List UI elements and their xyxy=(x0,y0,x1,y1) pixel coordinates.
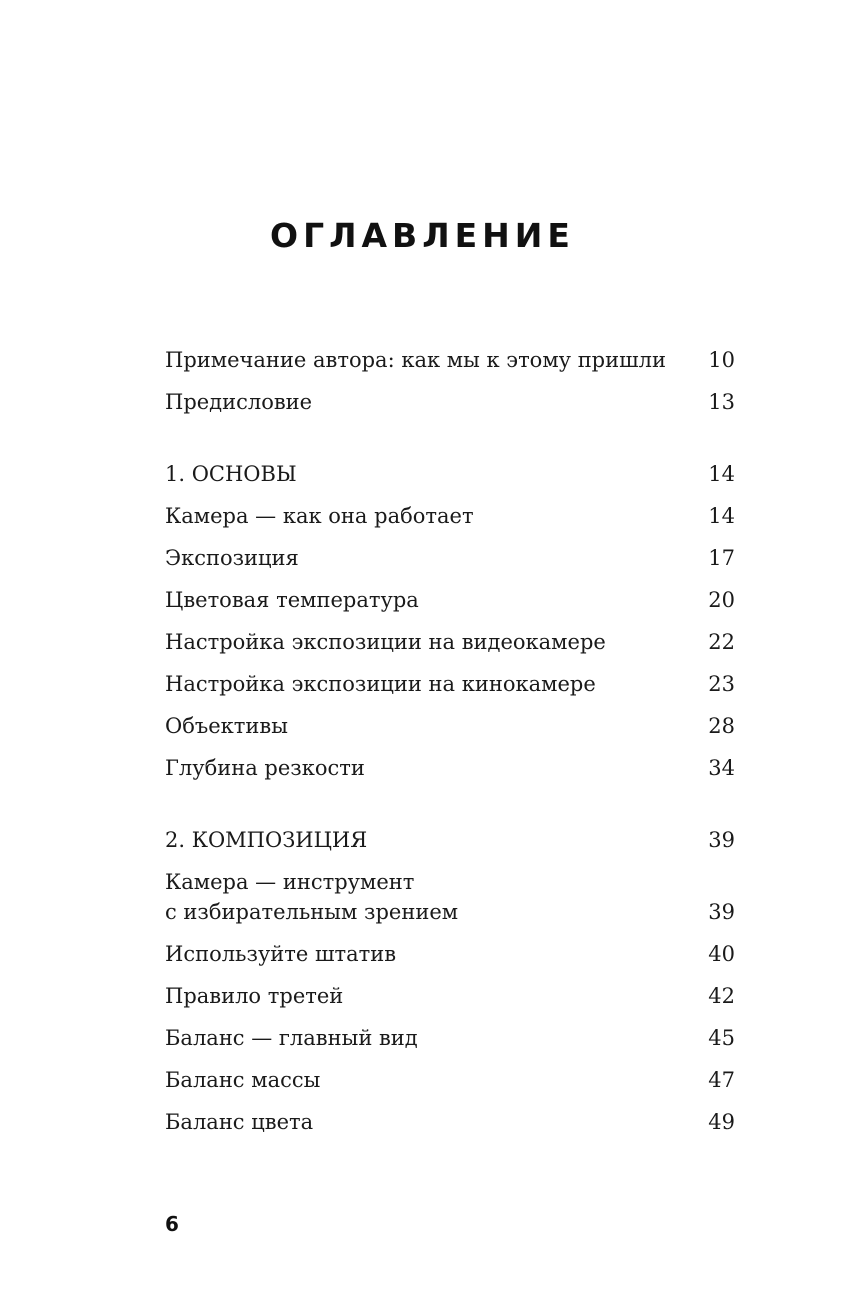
toc-entry-use-tripod[interactable] xyxy=(165,939,735,969)
toc-entry-title: Камера — как она работает xyxy=(165,504,474,528)
toc-entry-page: 22 xyxy=(708,630,735,654)
toc-entry-page: 14 xyxy=(708,504,735,528)
toc-entry-page: 40 xyxy=(708,942,735,966)
toc-entry-color-temperature[interactable] xyxy=(165,585,735,615)
toc-entry-title: Баланс цвета xyxy=(165,1110,314,1134)
page-title: ОГЛАВЛЕНИЕ xyxy=(270,216,575,255)
toc-entry-page: 34 xyxy=(708,756,735,780)
toc-chapter-2[interactable] xyxy=(165,825,735,855)
toc-entry-balance-color[interactable] xyxy=(165,1107,735,1137)
toc-entry-title: Баланс — главный вид xyxy=(165,1026,418,1050)
toc-entry-title: Предисловие xyxy=(165,390,313,414)
toc-entry-title: Правило третей xyxy=(165,984,344,1008)
toc-entry-title xyxy=(165,867,458,927)
toc-entry-title: Баланс массы xyxy=(165,1068,321,1092)
toc-entry-exposure[interactable] xyxy=(165,543,735,573)
toc-entry-title: Глубина резкости xyxy=(165,756,365,780)
toc-entry-page: 39 xyxy=(708,900,735,924)
toc-chapter-title: 1. ОСНОВЫ xyxy=(165,462,297,486)
toc-entry-exposure-video-camera[interactable] xyxy=(165,627,735,657)
toc-entry-camera-how-it-works[interactable] xyxy=(165,501,735,531)
toc-entry-title: Экспозиция xyxy=(165,546,299,570)
toc-chapter-title: 2. КОМПОЗИЦИЯ xyxy=(165,828,368,852)
toc-entry-page: 49 xyxy=(708,1110,735,1134)
toc-entry-page: 42 xyxy=(708,984,735,1008)
toc-entry-balance-mass[interactable] xyxy=(165,1065,735,1095)
toc-entry-page: 23 xyxy=(708,672,735,696)
toc-entry-title-line-1: Камера — инструмент xyxy=(165,870,415,894)
toc-entry-preface[interactable] xyxy=(165,387,735,417)
toc-entry-page: 10 xyxy=(708,348,735,372)
toc-chapter-1[interactable] xyxy=(165,459,735,489)
toc-entry-title: Настройка экспозиции на кинокамере xyxy=(165,672,596,696)
page-number: 6 xyxy=(165,1212,179,1236)
toc-entry-title: Объективы xyxy=(165,714,288,738)
toc-entry-author-note[interactable] xyxy=(165,345,735,375)
toc-entry-camera-selective-vision[interactable] xyxy=(165,867,735,927)
toc-entry-page: 20 xyxy=(708,588,735,612)
toc-entry-exposure-film-camera[interactable] xyxy=(165,669,735,699)
toc-entry-title: Цветовая температура xyxy=(165,588,419,612)
toc-entry-page: 14 xyxy=(708,462,735,486)
toc-entry-balance-main[interactable] xyxy=(165,1023,735,1053)
toc-entry-title-line-2: с избирательным зрением xyxy=(165,900,459,924)
toc-entry-depth-of-field[interactable] xyxy=(165,753,735,783)
toc-entry-title: Примечание автора: как мы к этому пришли xyxy=(165,348,666,372)
toc-entry-title: Настройка экспозиции на видеокамере xyxy=(165,630,606,654)
toc-entry-page: 45 xyxy=(708,1026,735,1050)
toc-entry-page: 17 xyxy=(708,546,735,570)
toc-entry-page: 47 xyxy=(708,1068,735,1092)
toc-entry-rule-of-thirds[interactable] xyxy=(165,981,735,1011)
toc-entry-lenses[interactable] xyxy=(165,711,735,741)
toc-entry-page: 13 xyxy=(708,390,735,414)
table-of-contents xyxy=(165,345,735,1149)
toc-entry-page: 39 xyxy=(708,828,735,852)
toc-entry-page: 28 xyxy=(708,714,735,738)
toc-entry-title: Используйте штатив xyxy=(165,942,397,966)
